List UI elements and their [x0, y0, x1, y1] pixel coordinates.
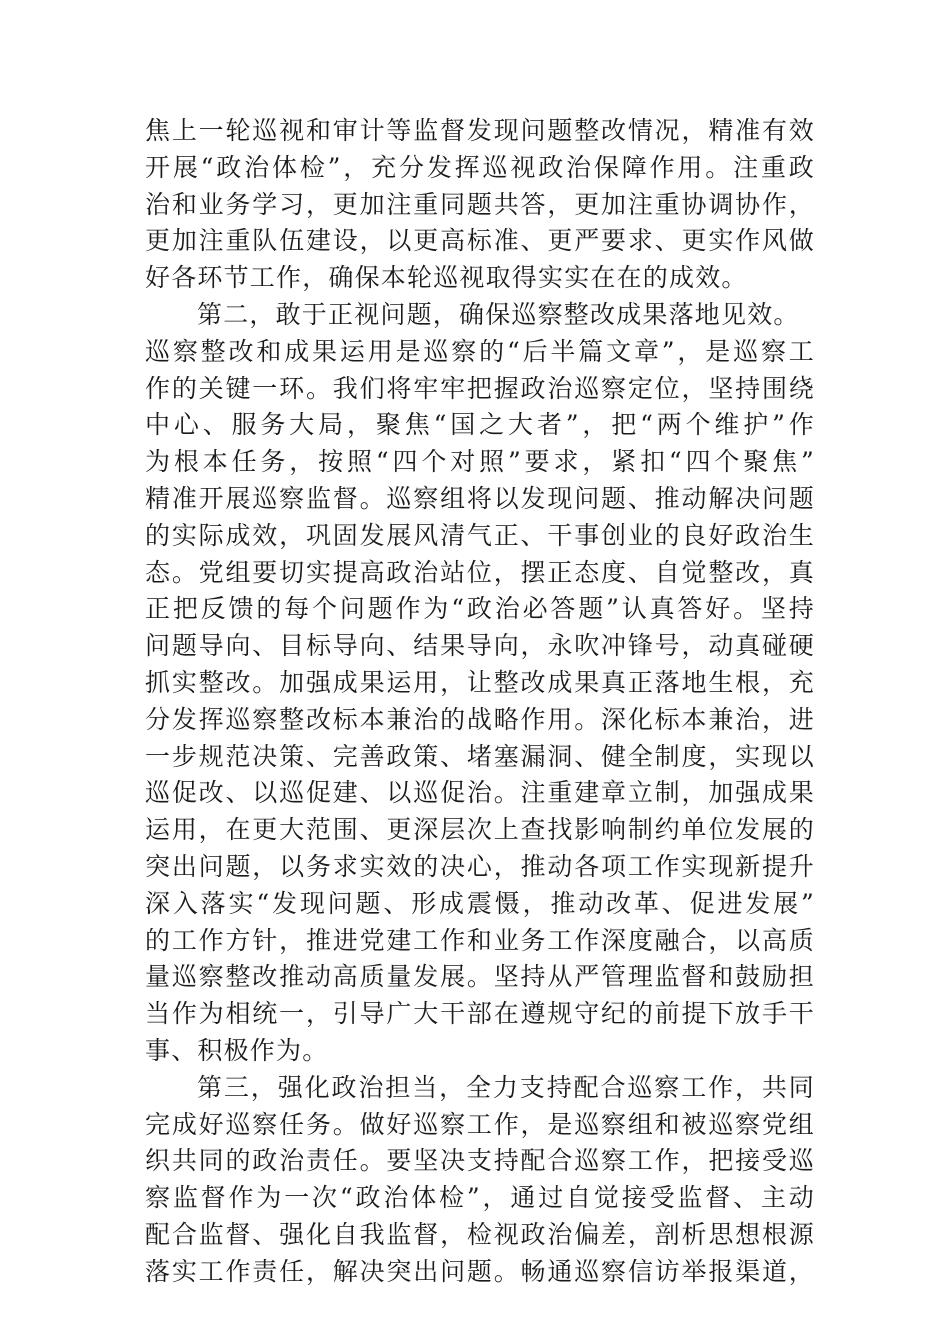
paragraph-1 — [145, 113, 815, 297]
text-line: 事、积极作为。 — [145, 1035, 329, 1065]
text-line: 察监督作为一次“政治体检”，通过自觉接受监督、主动 — [145, 1183, 815, 1213]
text-line: 突出问题，以务求实效的决心，推动各项工作实现新提升 — [145, 851, 815, 881]
text-line: 落实工作责任，解决突出问题。畅通巡察信访举报渠道， — [145, 1256, 815, 1286]
text-line: 当作为相统一，引导广大干部在遵规守纪的前提下放手干 — [145, 999, 815, 1029]
text-line: 一步规范决策、完善政策、堵塞漏洞、健全制度，实现以 — [145, 741, 815, 771]
text-line: 正把反馈的每个问题作为“政治必答题”认真答好。坚持 — [145, 594, 815, 624]
text-line: 完成好巡察任务。做好巡察工作，是巡察组和被巡察党组 — [145, 1109, 815, 1139]
text-line: 更加注重队伍建设，以更高标准、更严要求、更实作风做 — [145, 226, 815, 256]
text-line: 第二，敢于正视问题，确保巡察整改成果落地见效。 — [197, 299, 800, 329]
text-line: 巡察整改和成果运用是巡察的“后半篇文章”，是巡察工 — [145, 336, 815, 366]
text-line: 运用，在更大范围、更深层次上查找影响制约单位发展的 — [145, 815, 815, 845]
text-line: 为根本任务，按照“四个对照”要求，紧扣“四个聚焦” — [145, 447, 815, 477]
text-line: 巡促改、以巡促建、以巡促治。注重建章立制，加强成果 — [145, 778, 815, 808]
text-line: 中心、服务大局，聚焦“国之大者”，把“两个维护”作 — [145, 410, 815, 440]
text-line: 的实际成效，巩固发展风清气正、干事创业的良好政治生 — [145, 520, 815, 550]
paragraph-2 — [145, 297, 815, 1070]
text-line: 开展“政治体检”，充分发挥巡视政治保障作用。注重政 — [145, 152, 815, 182]
paragraph-3 — [145, 1070, 815, 1291]
text-line: 态。党组要切实提高政治站位，摆正态度、自觉整改，真 — [145, 557, 815, 587]
text-line: 焦上一轮巡视和审计等监督发现问题整改情况，精准有效 — [145, 116, 815, 145]
text-line: 深入落实“发现问题、形成震慑，推动改革、促进发展” — [145, 888, 815, 918]
text-line: 配合监督、强化自我监督，检视政治偏差，剖析思想根源 — [145, 1219, 815, 1249]
text-line: 问题导向、目标导向、结果导向，永吹冲锋号，动真碰硬 — [145, 631, 815, 661]
text-line: 好各环节工作，确保本轮巡视取得实实在在的成效。 — [145, 263, 748, 293]
text-line: 的工作方针，推进党建工作和业务工作深度融合，以高质 — [145, 925, 815, 955]
text-line: 第三，强化政治担当，全力支持配合巡察工作，共同 — [197, 1072, 815, 1102]
document-body — [145, 113, 815, 1291]
text-line: 治和业务学习，更加注重同题共答，更加注重协调协作， — [145, 189, 815, 219]
text-line: 分发挥巡察整改标本兼治的战略作用。深化标本兼治，进 — [145, 704, 815, 734]
text-line: 织共同的政治责任。要坚决支持配合巡察工作，把接受巡 — [145, 1146, 815, 1176]
text-line: 量巡察整改推动高质量发展。坚持从严管理监督和鼓励担 — [145, 962, 815, 992]
text-line: 作的关键一环。我们将牢牢把握政治巡察定位，坚持围绕 — [145, 373, 815, 403]
text-line: 抓实整改。加强成果运用，让整改成果真正落地生根，充 — [145, 667, 815, 697]
text-line: 精准开展巡察监督。巡察组将以发现问题、推动解决问题 — [145, 483, 815, 513]
